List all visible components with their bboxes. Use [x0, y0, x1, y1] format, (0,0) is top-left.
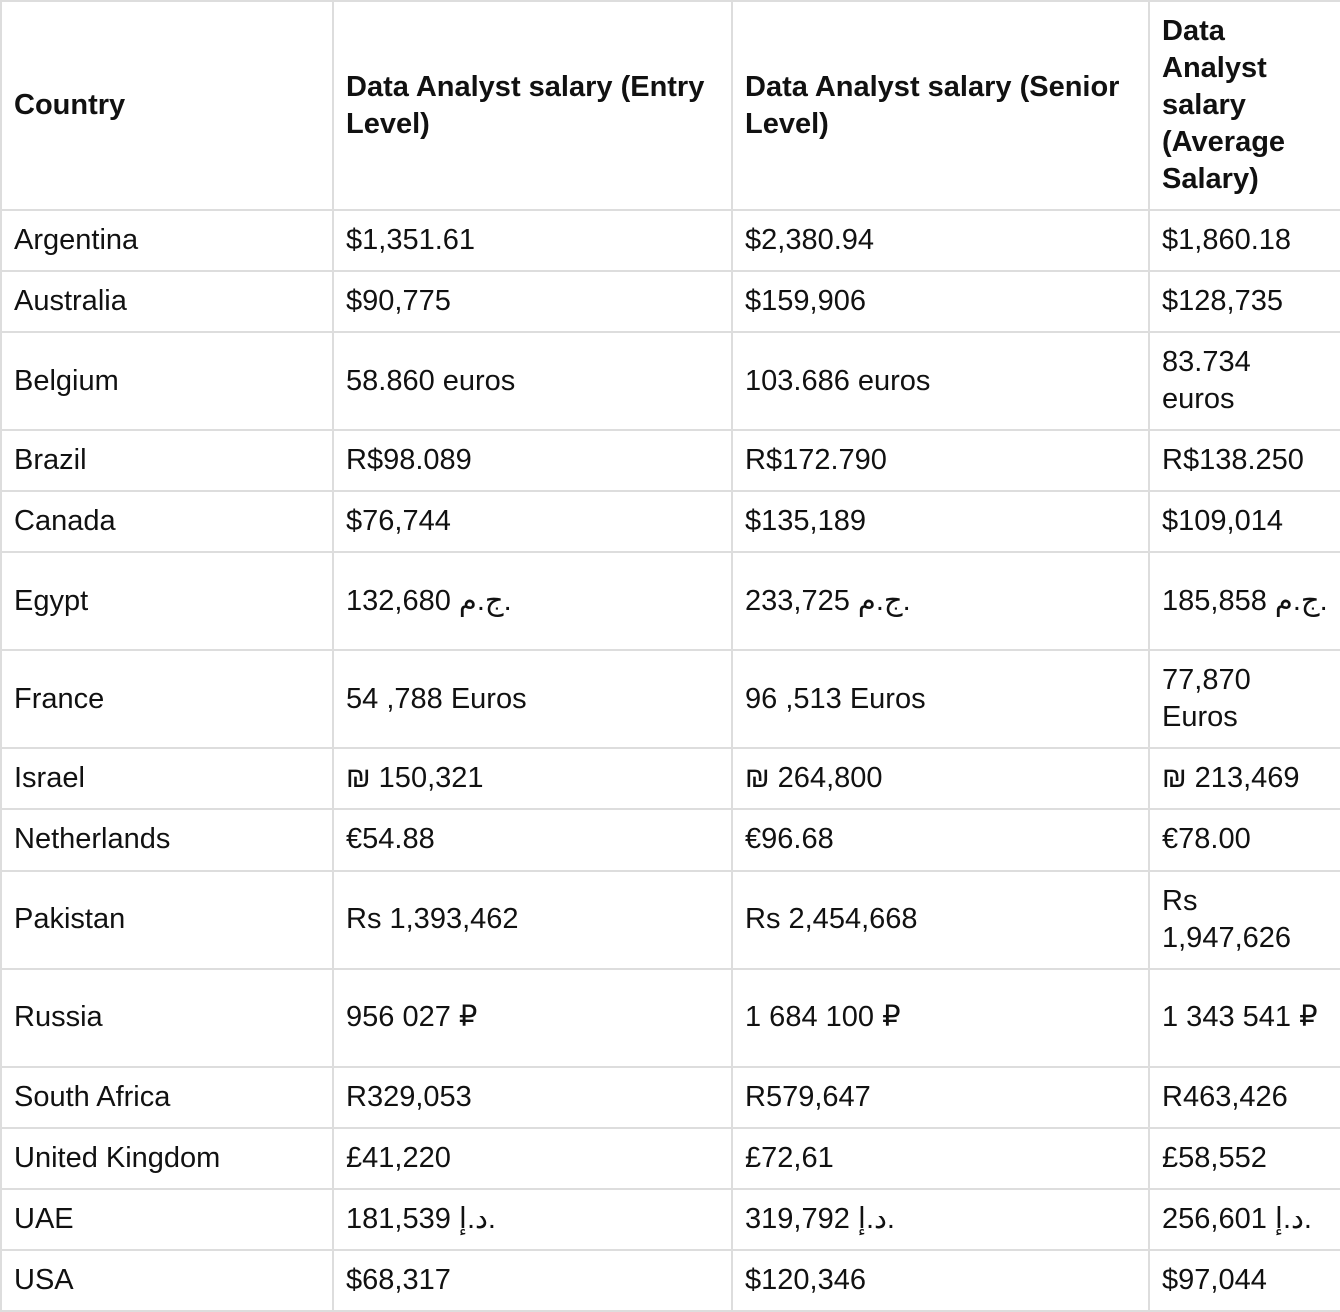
- cell-senior: 103.686 euros: [732, 332, 1149, 430]
- cell-senior: $2,380.94: [732, 210, 1149, 271]
- cell-country: Egypt: [1, 552, 333, 650]
- cell-country: France: [1, 650, 333, 748]
- cell-senior: 96 ,513 Euros: [732, 650, 1149, 748]
- cell-average: R463,426: [1149, 1067, 1340, 1128]
- cell-senior: R$172.790: [732, 430, 1149, 491]
- cell-country: Belgium: [1, 332, 333, 430]
- cell-senior: 233,725 ج.م.: [732, 552, 1149, 650]
- cell-entry: 58.860 euros: [333, 332, 732, 430]
- cell-average: R$138.250: [1149, 430, 1340, 491]
- cell-country: Pakistan: [1, 871, 333, 969]
- cell-average: £58,552: [1149, 1128, 1340, 1189]
- cell-entry: 54 ,788 Euros: [333, 650, 732, 748]
- cell-average: 1 343 541 ₽: [1149, 969, 1340, 1067]
- cell-entry: $68,317: [333, 1250, 732, 1311]
- cell-average: $109,014: [1149, 491, 1340, 552]
- cell-entry: Rs 1,393,462: [333, 871, 732, 969]
- cell-country: Russia: [1, 969, 333, 1067]
- table-row: [1, 210, 1340, 271]
- cell-entry: $1,351.61: [333, 210, 732, 271]
- cell-entry: 956 027 ₽: [333, 969, 732, 1067]
- cell-senior: €96.68: [732, 809, 1149, 870]
- cell-senior: $135,189: [732, 491, 1149, 552]
- cell-country: UAE: [1, 1189, 333, 1250]
- header-entry-level: Data Analyst salary (Entry Level): [333, 1, 732, 210]
- cell-average: €78.00: [1149, 809, 1340, 870]
- cell-entry: $76,744: [333, 491, 732, 552]
- table-row: [1, 1067, 1340, 1128]
- table-row: [1, 430, 1340, 491]
- cell-entry: $90,775: [333, 271, 732, 332]
- cell-senior: Rs 2,454,668: [732, 871, 1149, 969]
- cell-average: $128,735: [1149, 271, 1340, 332]
- cell-average: Rs 1,947,626: [1149, 871, 1340, 969]
- table-row: [1, 1189, 1340, 1250]
- cell-entry: 132,680 ج.م.: [333, 552, 732, 650]
- cell-entry: €54.88: [333, 809, 732, 870]
- table-row: [1, 871, 1340, 969]
- cell-senior: R579,647: [732, 1067, 1149, 1128]
- cell-average: $97,044: [1149, 1250, 1340, 1311]
- cell-country: USA: [1, 1250, 333, 1311]
- cell-average: 83.734 euros: [1149, 332, 1340, 430]
- cell-entry: £41,220: [333, 1128, 732, 1189]
- cell-country: Australia: [1, 271, 333, 332]
- cell-country: Canada: [1, 491, 333, 552]
- cell-entry: R329,053: [333, 1067, 732, 1128]
- table-row: [1, 650, 1340, 748]
- cell-senior: $120,346: [732, 1250, 1149, 1311]
- cell-country: United Kingdom: [1, 1128, 333, 1189]
- header-country: Country: [1, 1, 333, 210]
- cell-senior: £72,61: [732, 1128, 1149, 1189]
- cell-average: ₪ 213,469: [1149, 748, 1340, 809]
- cell-entry: ₪ 150,321: [333, 748, 732, 809]
- table-row: [1, 491, 1340, 552]
- cell-entry: R$98.089: [333, 430, 732, 491]
- table-row: [1, 1250, 1340, 1311]
- cell-senior: 1 684 100 ₽: [732, 969, 1149, 1067]
- table-row: [1, 552, 1340, 650]
- cell-average: 185,858 ج.م.: [1149, 552, 1340, 650]
- cell-average: $1,860.18: [1149, 210, 1340, 271]
- cell-country: Netherlands: [1, 809, 333, 870]
- table-row: [1, 969, 1340, 1067]
- cell-senior: ₪ 264,800: [732, 748, 1149, 809]
- header-senior-level: Data Analyst salary (Senior Level): [732, 1, 1149, 210]
- cell-average: 77,870 Euros: [1149, 650, 1340, 748]
- header-average-salary: Data Analyst salary (Average Salary): [1149, 1, 1340, 210]
- cell-country: Israel: [1, 748, 333, 809]
- cell-average: 256,601 د.إ.: [1149, 1189, 1340, 1250]
- table-row: [1, 809, 1340, 870]
- table-row: [1, 1128, 1340, 1189]
- table-header-row: [1, 1, 1340, 210]
- cell-senior: 319,792 د.إ.: [732, 1189, 1149, 1250]
- cell-entry: 181,539 د.إ.: [333, 1189, 732, 1250]
- cell-country: Argentina: [1, 210, 333, 271]
- table-row: [1, 271, 1340, 332]
- cell-country: South Africa: [1, 1067, 333, 1128]
- cell-senior: $159,906: [732, 271, 1149, 332]
- cell-country: Brazil: [1, 430, 333, 491]
- table-row: [1, 332, 1340, 430]
- table-row: [1, 748, 1340, 809]
